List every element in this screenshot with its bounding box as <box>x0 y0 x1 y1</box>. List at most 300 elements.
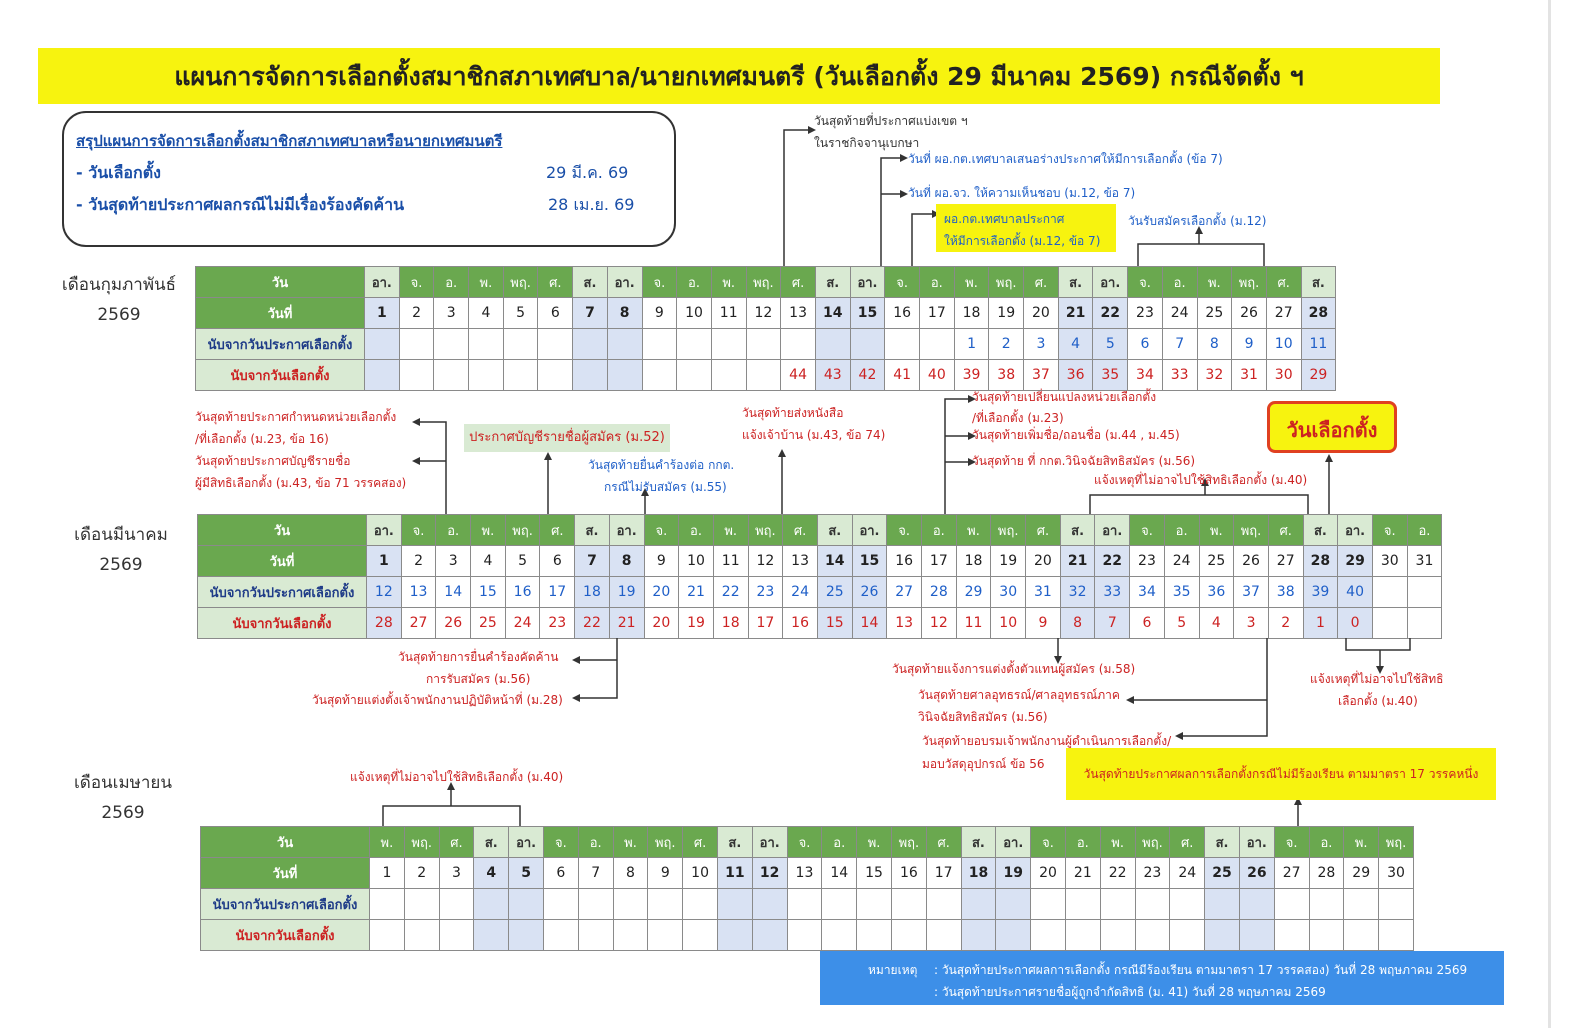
cell-from-election: 9 <box>1026 608 1061 639</box>
cell-from-announce: 2 <box>989 329 1024 360</box>
cell-from-announce: 23 <box>748 577 783 608</box>
cell-days: ศ. <box>1024 267 1059 298</box>
cell-dates: 20 <box>1031 858 1066 889</box>
cell-dates: 10 <box>679 546 714 577</box>
cell-days: พฤ. <box>748 515 783 546</box>
cell-days: ส. <box>1205 827 1240 858</box>
cell-days: จ. <box>399 267 434 298</box>
cell-from-announce: 17 <box>540 577 575 608</box>
cell-days: อา. <box>1095 515 1130 546</box>
cell-days: จ. <box>787 827 822 858</box>
cell-from-announce: 29 <box>956 577 991 608</box>
cell-from-announce: 31 <box>1026 577 1061 608</box>
cell-days: พ. <box>613 827 648 858</box>
annotation-objection-2: การรับสมัคร (ม.56) <box>426 672 531 686</box>
cell-days: อ. <box>677 267 712 298</box>
cell-days: อ. <box>920 267 955 298</box>
row-header-from-announce: นับจากวันประกาศเลือกตั้ง <box>198 577 367 608</box>
cell-days: พฤ. <box>1232 267 1267 298</box>
cell-dates: 6 <box>538 298 573 329</box>
cell-from-election: 23 <box>540 608 575 639</box>
cell-days: พฤ. <box>991 515 1026 546</box>
cell-days: จ. <box>543 827 578 858</box>
annotation-training-1: วันสุดท้ายอบรมเจ้าพนักงานผู้ดำเนินการเลือกตั้ง/ <box>922 734 1172 748</box>
cell-from-election: 22 <box>575 608 610 639</box>
cell-dates: 17 <box>920 298 955 329</box>
cell-dates: 5 <box>505 546 540 577</box>
cell-days: พฤ. <box>891 827 926 858</box>
row-header-day: วัน <box>198 515 367 546</box>
row-header-from-election: นับจากวันเลือกตั้ง <box>196 360 365 391</box>
cell-days: อ. <box>822 827 857 858</box>
cell-days: พฤ. <box>1234 515 1269 546</box>
cell-from-announce: 6 <box>1128 329 1163 360</box>
cell-days: จ. <box>1130 515 1165 546</box>
cell-dates: 18 <box>956 546 991 577</box>
month-year: 2569 <box>101 803 145 823</box>
cell-dates: 8 <box>607 298 642 329</box>
cell-from-election: 32 <box>1197 360 1232 391</box>
cell-from-election: 10 <box>991 608 1026 639</box>
cell-days: ส. <box>1060 515 1095 546</box>
summary-value-result-day: 28 เม.ย. 69 <box>548 195 635 214</box>
cell-from-announce: 24 <box>783 577 818 608</box>
cell-from-election: 21 <box>609 608 644 639</box>
cell-days: อ. <box>1407 515 1442 546</box>
cell-days: อา. <box>509 827 544 858</box>
cell-from-announce: 11 <box>1301 329 1336 360</box>
cell-days: ส. <box>961 827 996 858</box>
cell-from-election: 5 <box>1164 608 1199 639</box>
cell-days: อา. <box>852 515 887 546</box>
election-day-badge: วันเลือกตั้ง <box>1267 401 1397 453</box>
cell-days: อ. <box>436 515 471 546</box>
cell-days: พฤ. <box>989 267 1024 298</box>
annotation-house-notice-2: แจ้งเจ้าบ้าน (ม.43, ข้อ 74) <box>742 428 886 442</box>
cell-from-announce: 32 <box>1060 577 1095 608</box>
cell-from-announce: 38 <box>1268 577 1303 608</box>
cell-from-announce: 40 <box>1338 577 1373 608</box>
cell-dates: 8 <box>609 546 644 577</box>
annotation-polling-units-1: วันสุดท้ายประกาศกำหนดหน่วยเลือกตั้ง <box>195 410 397 424</box>
cell-dates: 27 <box>1274 858 1309 889</box>
cell-dates: 20 <box>1026 546 1061 577</box>
cell-days: จ. <box>1128 267 1163 298</box>
cell-days: พ. <box>857 827 892 858</box>
cell-dates: 16 <box>885 298 920 329</box>
cell-dates: 17 <box>926 858 961 889</box>
cell-days: อ. <box>434 267 469 298</box>
cell-from-election: 28 <box>367 608 402 639</box>
cell-dates: 25 <box>1199 546 1234 577</box>
cell-days: พฤ. <box>505 515 540 546</box>
cell-dates: 9 <box>642 298 677 329</box>
cell-dates: 22 <box>1093 298 1128 329</box>
month-name: เดือนเมษายน <box>73 773 173 793</box>
cell-dates: 29 <box>1338 546 1373 577</box>
footnote-line-2: : วันสุดท้ายประกาศรายชื่อผู้ถูกจำกัดสิทธิ (ม. 41) วันที่ 28 พฤษภาคม 2569 <box>934 985 1326 999</box>
cell-dates: 24 <box>1170 858 1205 889</box>
month-name: เดือนกุมภาพันธ์ <box>61 275 177 295</box>
cell-from-election: 44 <box>781 360 816 391</box>
cell-dates: 7 <box>573 298 608 329</box>
cell-days: อา. <box>850 267 885 298</box>
cell-from-election: 30 <box>1266 360 1301 391</box>
cell-dates: 6 <box>543 858 578 889</box>
cell-days: ศ. <box>1026 515 1061 546</box>
cell-dates: 19 <box>989 298 1024 329</box>
cell-dates: 5 <box>503 298 538 329</box>
row-header-from-election: นับจากวันเลือกตั้ง <box>201 920 370 951</box>
cell-dates: 4 <box>469 298 504 329</box>
annotation-candidate-registration: วันรับสมัครเลือกตั้ง (ม.12) <box>1128 214 1267 228</box>
cell-days: พ. <box>1199 515 1234 546</box>
cell-from-election: 43 <box>815 360 850 391</box>
cell-from-election: 13 <box>887 608 922 639</box>
cell-dates: 25 <box>1197 298 1232 329</box>
cell-days: ส. <box>817 515 852 546</box>
cell-days: ศ. <box>781 267 816 298</box>
annotation-add-remove-name: วันสุดท้ายเพิ่มชื่อ/ถอนชื่อ (ม.44 , ม.45) <box>972 428 1180 442</box>
cell-days: อ. <box>1065 827 1100 858</box>
annotation-voter-list-1: วันสุดท้ายประกาศบัญชีรายชื่อ <box>195 454 351 468</box>
cell-days: อา. <box>1338 515 1373 546</box>
cell-from-announce: 14 <box>436 577 471 608</box>
cell-from-election: 14 <box>852 608 887 639</box>
footnote-label: หมายเหตุ <box>868 963 918 977</box>
cell-from-announce: 20 <box>644 577 679 608</box>
cell-from-election: 29 <box>1301 360 1336 391</box>
annotation-absence-notice-2b: เลือกตั้ง (ม.40) <box>1338 694 1418 708</box>
cell-from-announce: 36 <box>1199 577 1234 608</box>
cell-dates: 24 <box>1162 298 1197 329</box>
annotation-change-units-2: /ที่เลือกตั้ง (ม.23) <box>972 411 1064 425</box>
cell-dates: 21 <box>1058 298 1093 329</box>
cell-days: จ. <box>642 267 677 298</box>
cell-dates: 6 <box>540 546 575 577</box>
cell-days: จ. <box>887 515 922 546</box>
cell-days: อ. <box>679 515 714 546</box>
cell-dates: 5 <box>509 858 544 889</box>
cell-from-election: 0 <box>1338 608 1373 639</box>
cell-dates: 26 <box>1234 546 1269 577</box>
cell-days: พฤ. <box>746 267 781 298</box>
cell-dates: 19 <box>991 546 1026 577</box>
cell-from-election: 35 <box>1093 360 1128 391</box>
cell-days: จ. <box>644 515 679 546</box>
cell-days: ส. <box>815 267 850 298</box>
cell-dates: 31 <box>1407 546 1442 577</box>
cell-from-election: 20 <box>644 608 679 639</box>
row-header-from-announce: นับจากวันประกาศเลือกตั้ง <box>196 329 365 360</box>
cell-from-announce: 15 <box>471 577 506 608</box>
cell-dates: 11 <box>713 546 748 577</box>
cell-days: ศ. <box>683 827 718 858</box>
annotation-governor-approval: วันที่ ผอ.จว. ให้ความเห็นชอบ (ม.12, ข้อ 7) <box>908 186 1136 200</box>
cell-dates: 11 <box>717 858 752 889</box>
cell-dates: 12 <box>746 298 781 329</box>
cell-days: พฤ. <box>503 267 538 298</box>
summary-label-election-day: - วันเลือกตั้ง <box>76 163 161 182</box>
cell-dates: 26 <box>1239 858 1274 889</box>
annotation-petition-1: วันสุดท้ายยื่นคำร้องต่อ กกต. <box>588 458 735 472</box>
cell-dates: 28 <box>1301 298 1336 329</box>
annotation-absence-notice-apr: แจ้งเหตุที่ไม่อาจไปใช้สิทธิเลือกตั้ง (ม.40) <box>350 770 564 784</box>
cell-days: พ. <box>1100 827 1135 858</box>
month-year: 2569 <box>97 305 141 325</box>
cell-from-announce: 8 <box>1197 329 1232 360</box>
cell-dates: 4 <box>474 858 509 889</box>
annotation-objection-1: วันสุดท้ายการยื่นคำร้องคัดค้าน <box>398 650 559 664</box>
cell-dates: 25 <box>1205 858 1240 889</box>
summary-value-election-day: 29 มี.ค. 69 <box>546 163 629 182</box>
cell-dates: 13 <box>787 858 822 889</box>
cell-from-election: 8 <box>1060 608 1095 639</box>
cell-from-election: 17 <box>748 608 783 639</box>
annotation-district-announce-gazette: ในราชกิจจานุเบกษา <box>814 136 920 150</box>
cell-dates: 18 <box>954 298 989 329</box>
cell-from-announce: 5 <box>1093 329 1128 360</box>
cell-from-announce: 19 <box>609 577 644 608</box>
row-header-from-election: นับจากวันเลือกตั้ง <box>198 608 367 639</box>
cell-dates: 19 <box>996 858 1031 889</box>
annotation-polling-units-2: /ที่เลือกตั้ง (ม.23, ข้อ 16) <box>195 432 329 446</box>
cell-dates: 14 <box>817 546 852 577</box>
row-header-date: วันที่ <box>196 298 365 329</box>
cell-days: ศ. <box>1268 515 1303 546</box>
cell-from-announce: 13 <box>401 577 436 608</box>
cell-from-election: 18 <box>713 608 748 639</box>
cell-from-election: 42 <box>850 360 885 391</box>
cell-from-election: 37 <box>1024 360 1059 391</box>
cell-dates: 12 <box>752 858 787 889</box>
cell-from-election: 34 <box>1128 360 1163 391</box>
cell-days: ศ. <box>538 267 573 298</box>
cell-dates: 1 <box>367 546 402 577</box>
cell-days: ส. <box>1303 515 1338 546</box>
cell-dates: 30 <box>1379 858 1414 889</box>
cell-from-election: 36 <box>1058 360 1093 391</box>
box-result-announcement: วันสุดท้ายประกาศผลการเลือกตั้งกรณีไม่มีร้องเรียน ตามมาตรา 17 วรรคหนึ่ง <box>1066 748 1496 800</box>
cell-dates: 7 <box>578 858 613 889</box>
annotation-petition-2: กรณีไม่รับสมัคร (ม.55) <box>604 480 727 494</box>
cell-dates: 3 <box>436 546 471 577</box>
cell-from-announce: 12 <box>367 577 402 608</box>
cell-from-announce: 26 <box>852 577 887 608</box>
month-year: 2569 <box>99 555 143 575</box>
cell-days: จ. <box>885 267 920 298</box>
cell-from-election: 39 <box>954 360 989 391</box>
cell-dates: 2 <box>399 298 434 329</box>
row-header-date: วันที่ <box>201 858 370 889</box>
cell-dates: 29 <box>1344 858 1379 889</box>
cell-from-announce: 4 <box>1058 329 1093 360</box>
cell-dates: 3 <box>434 298 469 329</box>
cell-days: ส. <box>474 827 509 858</box>
cell-days: พ. <box>469 267 504 298</box>
cell-from-announce: 34 <box>1130 577 1165 608</box>
cell-from-announce: 16 <box>505 577 540 608</box>
cell-days: จ. <box>401 515 436 546</box>
cell-dates: 1 <box>370 858 405 889</box>
annotation-absence-notice-2a: แจ้งเหตุที่ไม่อาจไปใช้สิทธิ <box>1310 672 1444 686</box>
box-election-announcement <box>936 204 1116 252</box>
cell-dates: 13 <box>783 546 818 577</box>
annotation-district-announce: วันสุดท้ายที่ประกาศแบ่งเขต ฯ <box>814 114 968 128</box>
annotation-voter-list-2: ผู้มีสิทธิเลือกตั้ง (ม.43, ข้อ 71 วรรคสอง) <box>195 476 407 490</box>
cell-days: อา. <box>1239 827 1274 858</box>
cell-dates: 9 <box>648 858 683 889</box>
cell-from-announce: 7 <box>1162 329 1197 360</box>
row-header-day: วัน <box>196 267 365 298</box>
annotation-house-notice-1: วันสุดท้ายส่งหนังสือ <box>742 406 844 420</box>
cell-dates: 7 <box>575 546 610 577</box>
cell-days: อา. <box>996 827 1031 858</box>
box-line: ให้มีการเลือกตั้ง (ม.12, ข้อ 7) <box>944 234 1101 248</box>
cell-from-election: 1 <box>1303 608 1338 639</box>
cell-days: อา. <box>607 267 642 298</box>
cell-dates: 16 <box>887 546 922 577</box>
box-candidate-list: ประกาศบัญชีรายชื่อผู้สมัคร (ม.52) <box>464 424 670 452</box>
cell-from-election: 15 <box>817 608 852 639</box>
footnote-line-1: : วันสุดท้ายประกาศผลการเลือกตั้ง กรณีมีร้องเรียน ตามมาตรา 17 วรรคสอง) วันที่ 28 พฤษภาคม 2569 <box>934 963 1468 977</box>
cell-from-election: 16 <box>783 608 818 639</box>
annotation-appeal-court-2: วินิจฉัยสิทธิสมัคร (ม.56) <box>918 710 1048 724</box>
cell-dates: 1 <box>365 298 400 329</box>
cell-dates: 10 <box>683 858 718 889</box>
cell-from-announce: 9 <box>1232 329 1267 360</box>
cell-days: พ. <box>471 515 506 546</box>
cell-days: อ. <box>1309 827 1344 858</box>
cell-from-announce: 28 <box>922 577 957 608</box>
cell-dates: 30 <box>1372 546 1407 577</box>
annotation-eligibility-ruling: วันสุดท้าย ที่ กกต.วินิจฉัยสิทธิสมัคร (ม.56) <box>972 454 1196 468</box>
cell-dates: 12 <box>748 546 783 577</box>
cell-days: ส. <box>575 515 610 546</box>
cell-dates: 14 <box>815 298 850 329</box>
cell-dates: 26 <box>1232 298 1267 329</box>
cell-from-election: 31 <box>1232 360 1267 391</box>
cell-days: พ. <box>711 267 746 298</box>
cell-days: ศ. <box>783 515 818 546</box>
cell-from-election: 11 <box>956 608 991 639</box>
cell-dates: 21 <box>1065 858 1100 889</box>
cell-from-election: 7 <box>1095 608 1130 639</box>
page-title: แผนการจัดการเลือกตั้งสมาชิกสภาเทศบาล/นายกเทศมนตรี (วันเลือกตั้ง 29 มีนาคม 2569) กรณีจัดตั้ง ฯ <box>38 48 1440 104</box>
cell-days: ศ. <box>926 827 961 858</box>
cell-days: อา. <box>609 515 644 546</box>
summary-label-result-day: - วันสุดท้ายประกาศผลกรณีไม่มีเรื่องร้องคัดค้าน <box>76 195 405 214</box>
cell-days: พ. <box>713 515 748 546</box>
cell-from-election: 26 <box>436 608 471 639</box>
cell-from-announce: 3 <box>1024 329 1059 360</box>
cell-days: ส. <box>573 267 608 298</box>
cell-from-announce: 22 <box>713 577 748 608</box>
cell-dates: 13 <box>781 298 816 329</box>
cell-days: จ. <box>1274 827 1309 858</box>
annotation-candidate-agent: วันสุดท้ายแจ้งการแต่งตั้งตัวแทนผู้สมัคร (ม.58) <box>892 662 1136 676</box>
cell-days: ศ. <box>1170 827 1205 858</box>
cell-days: อา. <box>752 827 787 858</box>
cell-from-announce: 39 <box>1303 577 1338 608</box>
cell-days: พ. <box>1197 267 1232 298</box>
cell-dates: 8 <box>613 858 648 889</box>
cell-from-election: 3 <box>1234 608 1269 639</box>
cell-dates: 23 <box>1128 298 1163 329</box>
footnote-box <box>820 951 1504 1005</box>
cell-from-election: 6 <box>1130 608 1165 639</box>
cell-days: พ. <box>956 515 991 546</box>
cell-days: พฤ. <box>1379 827 1414 858</box>
cell-days: พ. <box>370 827 405 858</box>
cell-from-election: 19 <box>679 608 714 639</box>
cell-from-announce: 27 <box>887 577 922 608</box>
cell-from-announce: 18 <box>575 577 610 608</box>
cell-days: อ. <box>1162 267 1197 298</box>
cell-dates: 15 <box>850 298 885 329</box>
annotation-draft-proposal: วันที่ ผอ.กต.เทศบาลเสนอร่างประกาศให้มีการเลือกตั้ง (ข้อ 7) <box>908 152 1223 166</box>
cell-from-announce: 25 <box>817 577 852 608</box>
month-name: เดือนมีนาคม <box>74 525 168 545</box>
cell-dates: 15 <box>852 546 887 577</box>
annotation-training-2: มอบวัสดุอุปกรณ์ ข้อ 56 <box>922 757 1045 771</box>
cell-days: จ. <box>1372 515 1407 546</box>
cell-from-election: 27 <box>401 608 436 639</box>
cell-from-election: 41 <box>885 360 920 391</box>
row-header-day: วัน <box>201 827 370 858</box>
cell-from-announce: 33 <box>1095 577 1130 608</box>
cell-dates: 21 <box>1060 546 1095 577</box>
cell-dates: 10 <box>677 298 712 329</box>
annotation-change-units-1: วันสุดท้ายเปลี่ยนแปลงหน่วยเลือกตั้ง <box>972 390 1157 404</box>
cell-from-announce: 35 <box>1164 577 1199 608</box>
cell-dates: 9 <box>644 546 679 577</box>
cell-days: อา. <box>1093 267 1128 298</box>
cell-dates: 27 <box>1266 298 1301 329</box>
annotation-absence-notice-1: แจ้งเหตุที่ไม่อาจไปใช้สิทธิเลือกตั้ง (ม.40) <box>1094 473 1308 487</box>
cell-days: อ. <box>578 827 613 858</box>
cell-from-announce: 1 <box>954 329 989 360</box>
cell-days: ศ. <box>439 827 474 858</box>
cell-days: อา. <box>365 267 400 298</box>
row-header-date: วันที่ <box>198 546 367 577</box>
cell-dates: 17 <box>922 546 957 577</box>
cell-from-election: 12 <box>922 608 957 639</box>
cell-days: อา. <box>367 515 402 546</box>
cell-days: ศ. <box>540 515 575 546</box>
cell-dates: 4 <box>471 546 506 577</box>
cell-days: อ. <box>1164 515 1199 546</box>
row-header-from-announce: นับจากวันประกาศเลือกตั้ง <box>201 889 370 920</box>
cell-from-election: 4 <box>1199 608 1234 639</box>
cell-from-election: 38 <box>989 360 1024 391</box>
cell-dates: 2 <box>401 546 436 577</box>
cell-dates: 28 <box>1309 858 1344 889</box>
cell-dates: 14 <box>822 858 857 889</box>
cell-days: พฤ. <box>648 827 683 858</box>
cell-days: ศ. <box>1266 267 1301 298</box>
cell-dates: 16 <box>891 858 926 889</box>
cell-days: พฤ. <box>1135 827 1170 858</box>
cell-days: ส. <box>717 827 752 858</box>
cell-days: อ. <box>922 515 957 546</box>
cell-dates: 20 <box>1024 298 1059 329</box>
cell-dates: 22 <box>1095 546 1130 577</box>
summary-heading: สรุปแผนการจัดการเลือกตั้งสมาชิกสภาเทศบาลหรือนายกเทศมนตรี <box>76 132 503 150</box>
cell-days: พ. <box>954 267 989 298</box>
annotation-appeal-court-1: วันสุดท้ายศาลอุทธรณ์/ศาลอุทธรณ์ภาค <box>918 688 1120 702</box>
cell-from-announce: 10 <box>1266 329 1301 360</box>
